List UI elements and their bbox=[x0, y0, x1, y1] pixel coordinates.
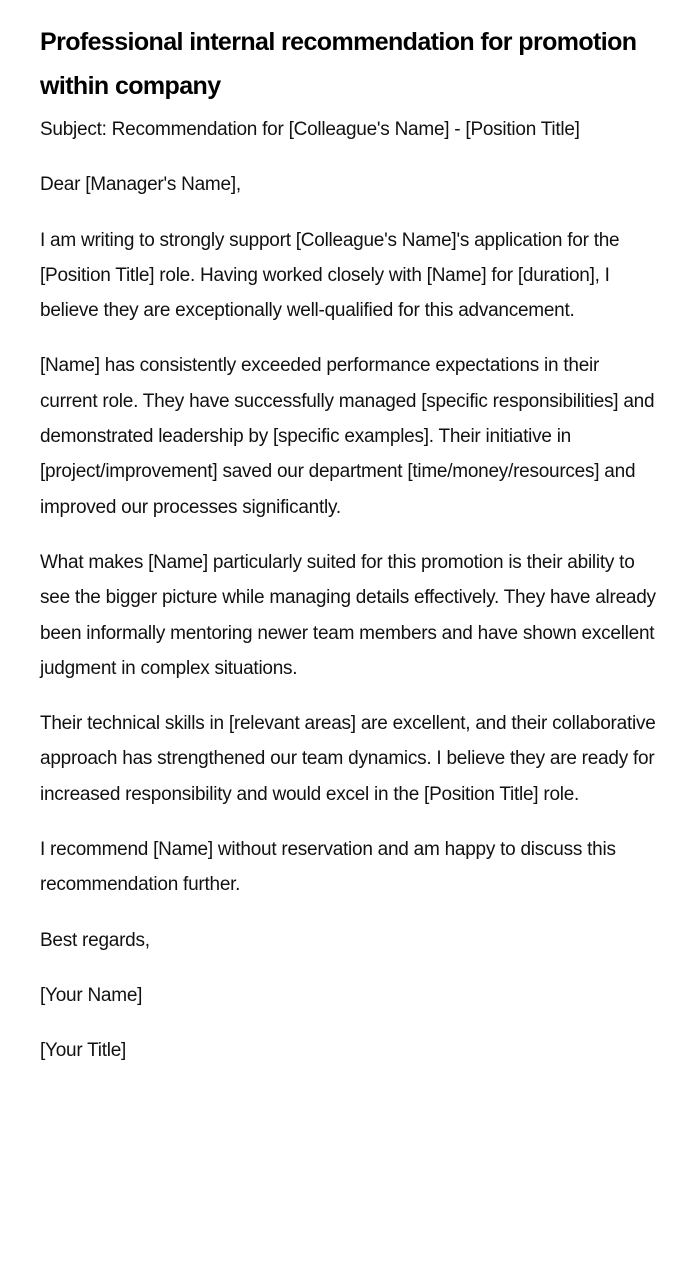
body-paragraph: [Name] has consistently exceeded performance expectations in their current role. They have successfully managed [specific responsibilities] and demonstrated leadership by [specific examples]. Their initiative in [project/improvement] saved our department [time/money/resources] and improved our processes significantly. bbox=[40, 355, 655, 518]
closing: Best regards, bbox=[40, 929, 150, 951]
signature-title: [Your Title] bbox=[40, 1040, 127, 1062]
salutation: Dear [Manager's Name], bbox=[40, 174, 241, 196]
body-paragraph: Their technical skills in [relevant areas] are excellent, and their collaborative approach has strengthened our team dynamics. I believe they are ready for increased responsibility and would excel in the [Position Title] role. bbox=[40, 713, 656, 805]
body-paragraph: I recommend [Name] without reservation and am happy to discuss this recommendation further. bbox=[40, 839, 616, 896]
body-paragraph: I am writing to strongly support [Colleague's Name]'s application for the [Position Title] role. Having worked closely with [Name] for [duration], I believe they are exceptionally well-qualified for this advancement. bbox=[40, 229, 620, 322]
signature-name: [Your Name] bbox=[40, 984, 143, 1006]
document-title: Professional internal recommendation for promotion within company bbox=[40, 28, 637, 100]
subject-line: Subject: Recommendation for [Colleague's Name] - [Position Title] bbox=[40, 119, 580, 140]
body-paragraph: What makes [Name] particularly suited for this promotion is their ability to see the bigger picture while managing details effectively. They have already been informally mentoring newer team members and have shown excellent judgment in complex situations. bbox=[40, 551, 656, 679]
